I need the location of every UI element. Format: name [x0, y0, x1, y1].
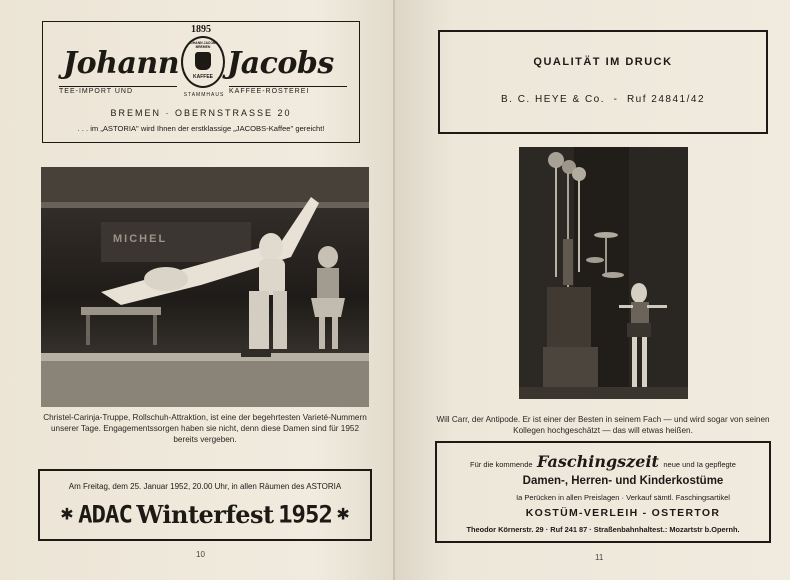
jacobs-sub-right: KAFFEE-ROSTEREI: [229, 86, 347, 95]
antipode-illustration: [519, 147, 688, 399]
heye-title: QUALITÄT IM DRUCK: [533, 56, 673, 68]
seal-top-text: JOHANN JACOBS BREMEN: [188, 41, 218, 49]
jacobs-address: BREMEN · OBERNSTRASSE 20: [110, 108, 292, 118]
jacobs-ad: [42, 21, 360, 143]
jacobs-slogan: . . . im „ASTORIA" wird Ihnen der erstklassige „JACOBS-Kaffee" gereicht!: [77, 124, 325, 133]
antipode-photo: [519, 147, 688, 399]
snowflake-icon: ✱: [336, 506, 350, 524]
jacobs-sub-left: TEE-IMPORT UND: [59, 86, 177, 95]
costume-intro-script: Faschingszeit: [537, 452, 659, 471]
jacobs-seal: [181, 36, 225, 88]
adac-title-year: 1952: [278, 500, 332, 529]
jacobs-year: 1895: [191, 24, 211, 35]
roller-skate-illustration: [41, 167, 369, 407]
heye-ad: [438, 30, 768, 134]
costume-headline: Damen-, Herren- und Kinderkostüme: [522, 475, 724, 487]
adac-title-fest: Winterfest: [136, 500, 274, 529]
costume-address: Theodor Körnerstr. 29 · Ruf 241 87 · Straßenbahnhaltest.: Mozartstr b.Opernh.: [466, 525, 740, 534]
heye-line2: B. C. HEYE & Co. - Ruf 24841/42: [500, 94, 706, 105]
roller-skate-caption: Christel-Carinja-Truppe, Rollschuh-Attraktion, ist eine der begehrtesten Varieté-Nummern unserer Tage. Engagementssorgen haben sie nicht, denn diese Damen sind für 1952 bereits vergeben.: [43, 413, 367, 444]
page-number-left: 10: [196, 550, 205, 559]
costume-name: KOSTÜM-VERLEIH - OSTERTOR: [525, 507, 721, 519]
jacobs-brand-right: Jacobs: [227, 46, 334, 81]
adac-title: [40, 500, 370, 529]
snowflake-icon: ✱: [60, 506, 74, 524]
adac-ad: [38, 469, 372, 541]
right-page: [395, 0, 790, 580]
jacobs-seal-band: STAMMHAUS: [183, 92, 225, 98]
photo-sign: MICHEL: [113, 233, 168, 245]
costume-subline: Ia Perücken in allen Preislagen · Verkauf sämtl. Faschingsartikel: [516, 493, 730, 502]
coffee-cup-icon: [195, 52, 211, 70]
adac-date-line: Am Freitag, dem 25. Januar 1952, 20.00 Uhr, in allen Räumen des ASTORIA: [68, 482, 342, 491]
roller-skate-photo: [41, 167, 369, 407]
costume-ad: [435, 441, 771, 543]
page-number-right: 11: [595, 553, 604, 562]
jacobs-brand-left: Johann: [62, 46, 179, 81]
seal-bottom-text: KAFFEE: [193, 74, 213, 80]
adac-title-adac: ADAC: [78, 500, 132, 529]
costume-intro: [437, 452, 769, 472]
antipode-caption: Will Carr, der Antipode. Er ist einer der Besten in seinem Fach — und wird sogar von seinen Kollegen hochgeschätzt — das will etwas heißen.: [436, 415, 770, 435]
costume-intro-left: Für die kommende: [470, 460, 533, 469]
costume-intro-right: neue und Ia gepflegte: [663, 460, 736, 469]
